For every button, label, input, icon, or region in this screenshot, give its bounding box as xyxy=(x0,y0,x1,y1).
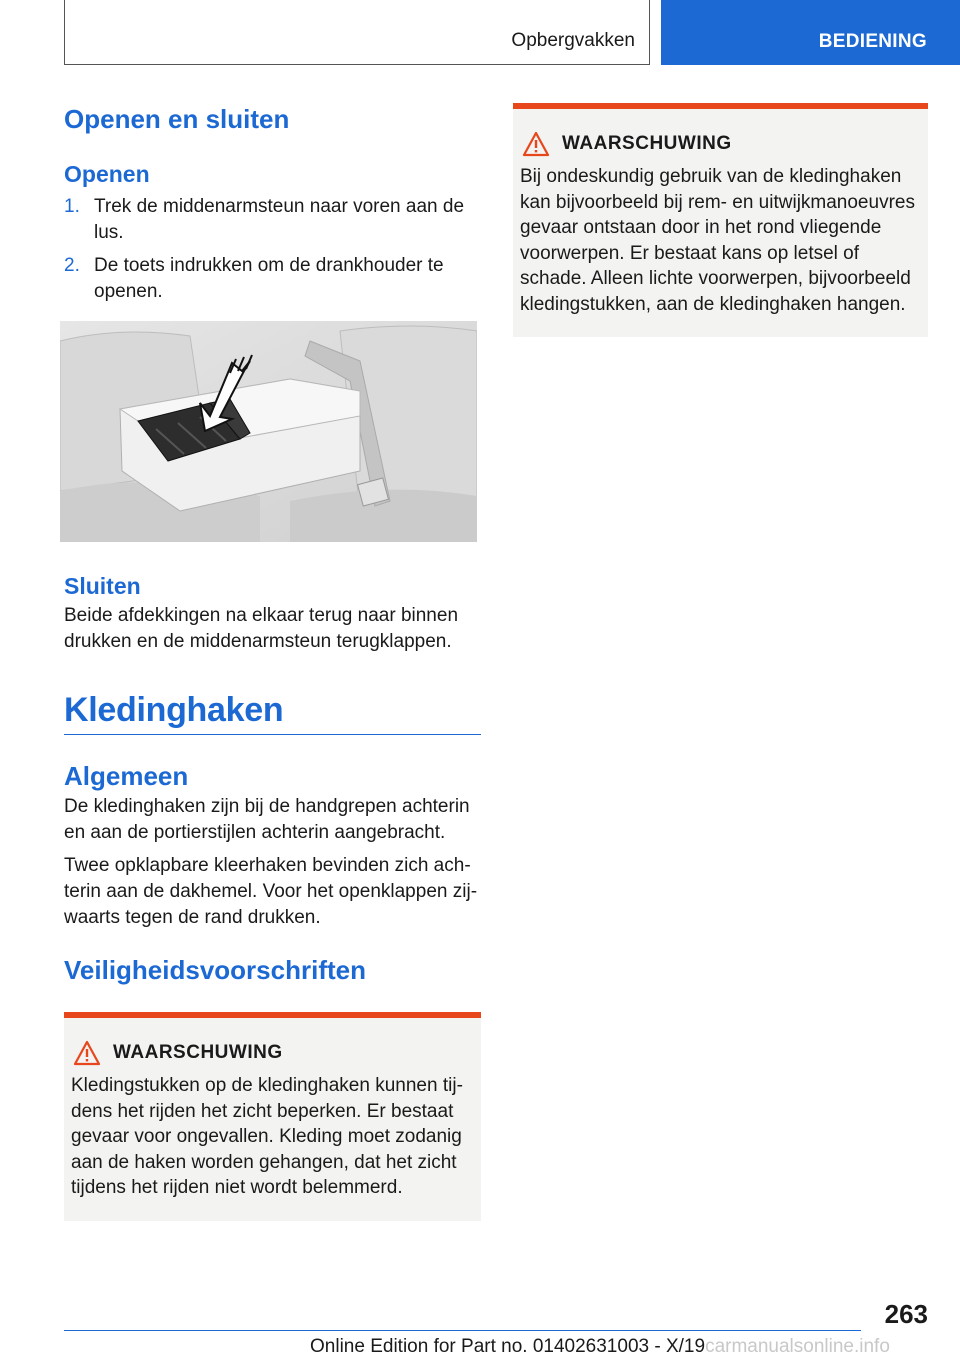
header-section-title: Opbergvakken xyxy=(511,30,635,51)
warning-text: Kledingstukken op de kledinghaken kunnen tijdens het rijden het zicht beperken. Er bestaat gevaar voor ongevallen. Kleding moet zodanig aan de haken worden gehangen, dat het zicht tijdens het rijden niet wordt belemmerd. xyxy=(71,1075,463,1198)
open-steps-list xyxy=(64,194,481,305)
step-number: 2. xyxy=(64,255,80,276)
armrest-photo xyxy=(60,321,477,542)
right-column xyxy=(513,103,928,337)
warning-header xyxy=(71,1040,474,1066)
step-number: 1. xyxy=(64,196,80,217)
heading-hooks-block xyxy=(64,691,481,735)
header-section-tab xyxy=(64,0,650,65)
list-item xyxy=(64,194,481,246)
close-paragraph: Beide afdekkingen na elkaar terug naar binnen drukken en de middenarmsteun terugklappen. xyxy=(64,605,459,652)
list-item xyxy=(64,253,481,305)
header-chapter-title: BEDIENING xyxy=(818,31,927,52)
subheading-general: Algemeen xyxy=(64,761,189,791)
page-number: 263 xyxy=(884,1299,928,1329)
subheading-safety: Veiligheidsvoorschriften xyxy=(64,955,366,985)
heading-hooks: Kledinghaken xyxy=(64,691,284,729)
warning-label: WAARSCHUWING xyxy=(113,1042,283,1063)
warning-header xyxy=(520,131,921,157)
step-text: De toets indrukken om de drankhouder te openen. xyxy=(94,255,444,302)
header-chapter-tab xyxy=(661,0,960,65)
general-paragraph-2: Twee opklapbare kleerhaken bevinden zich achterin aan de dakhemel. Voor het openklappen zijwaarts tegen de rand drukken. xyxy=(64,855,478,928)
warning-triangle-icon xyxy=(73,1040,101,1066)
left-column xyxy=(64,100,481,1221)
warning-text: Bij ondeskundig gebruik van de kledinghaken kan bijvoorbeeld bij rem- en uitwijkmanoeuvres gevaar ontstaan door in het rond vliegende voorwerpen. Er bestaat kans op letsel of schade. Alleen lichte voorwerpen, bijvoorbeeld kledingstukken, aan de kledinghaken hangen. xyxy=(520,166,915,315)
heading-open-close: Openen en sluiten xyxy=(64,104,290,134)
warning-box xyxy=(64,1012,481,1221)
footer-edition xyxy=(310,1336,890,1358)
warning-label: WAARSCHUWING xyxy=(562,133,732,154)
edition-text: Online Edition for Part no. 01402631003 - X/19 xyxy=(310,1336,706,1357)
footer-rule xyxy=(64,1330,861,1331)
watermark-text: carmanualsonline.info xyxy=(705,1336,890,1357)
warning-triangle-icon xyxy=(522,131,550,157)
subheading-close: Sluiten xyxy=(64,573,141,599)
warning-box xyxy=(513,103,928,337)
subheading-open: Openen xyxy=(64,161,150,187)
armrest-illustration xyxy=(60,321,477,542)
step-text: Trek de middenarmsteun naar voren aan de lus. xyxy=(94,196,465,243)
general-paragraph-1: De kledinghaken zijn bij de handgrepen achterin en aan de portierstijlen achterin aangebracht. xyxy=(64,796,470,843)
